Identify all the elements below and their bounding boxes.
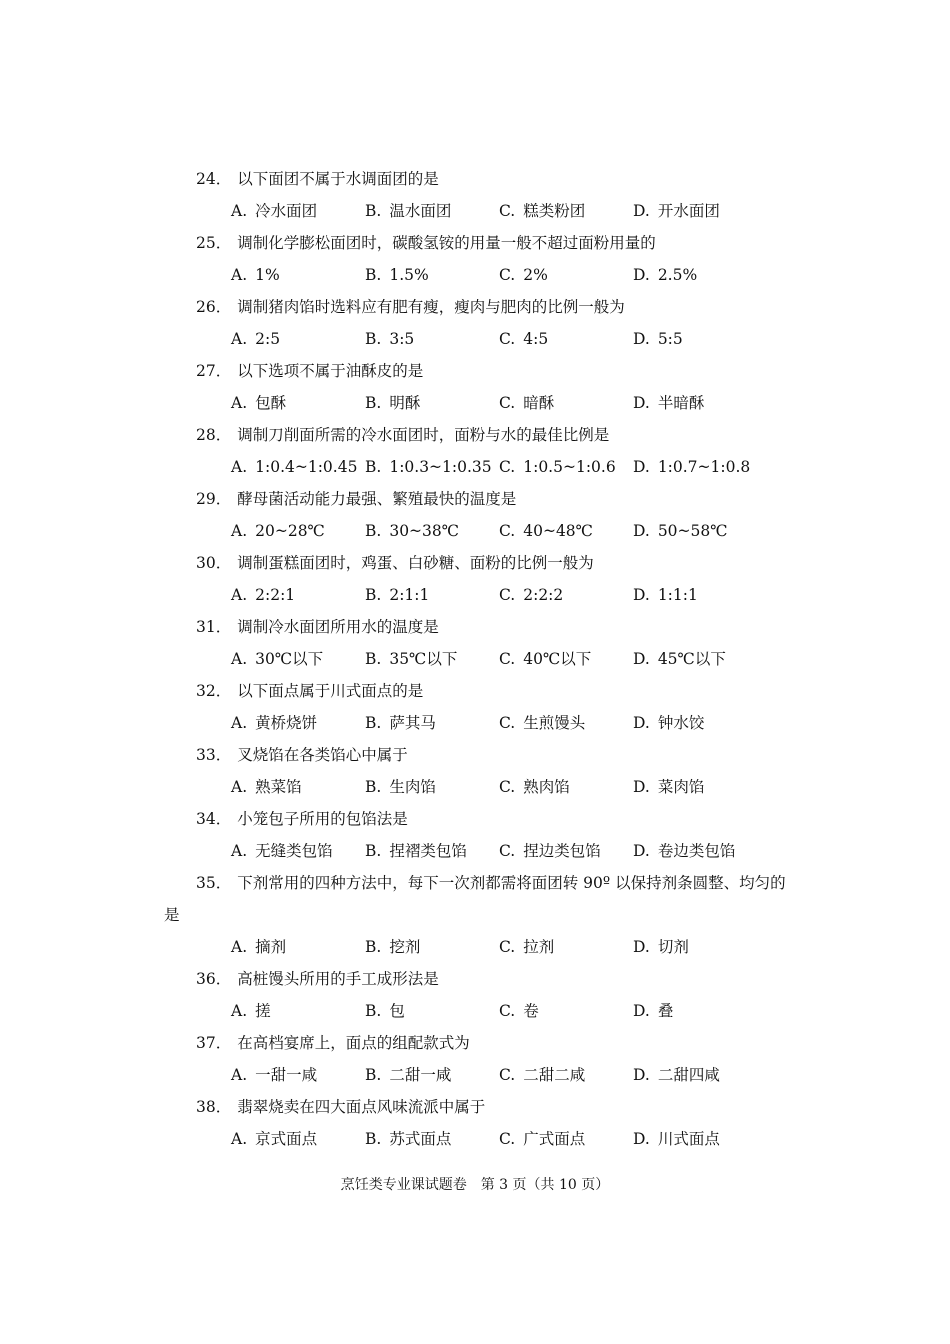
option-text: 捏褶类包馅 [389, 842, 467, 860]
question-item [0, 483, 950, 547]
option-letter: D. [633, 266, 650, 284]
option-text: 捏边类包馅 [523, 842, 601, 860]
answer-option [499, 707, 585, 739]
question-item [0, 355, 950, 419]
question-stem [0, 419, 950, 451]
answer-option [499, 451, 616, 483]
option-text: 叠 [657, 1002, 674, 1020]
option-letter: C. [499, 714, 516, 732]
option-text: 冷水面团 [255, 202, 318, 220]
question-number: 25． [196, 234, 232, 252]
option-text: 40~48℃ [523, 522, 594, 540]
answer-option [231, 1059, 317, 1091]
question-item [0, 803, 950, 867]
option-letter: A. [231, 842, 248, 860]
question-item [0, 227, 950, 291]
question-stem [0, 291, 950, 323]
option-letter: C. [499, 394, 516, 412]
option-text: 黄桥烧饼 [255, 714, 318, 732]
option-letter: C. [499, 266, 516, 284]
question-number: 24． [196, 170, 232, 188]
option-text: 30℃以下 [255, 650, 324, 668]
question-stem [0, 963, 950, 995]
option-text: 熟菜馅 [255, 778, 302, 796]
option-text: 1.5% [389, 266, 429, 284]
option-text: 搓 [255, 1002, 271, 1020]
option-text: 卷边类包馅 [657, 842, 736, 860]
option-text: 2:1:1 [389, 586, 430, 604]
option-text: 二甜二咸 [523, 1066, 586, 1084]
option-text: 二甜一咸 [389, 1066, 452, 1084]
answer-options [0, 995, 950, 1027]
option-text: 40℃以下 [523, 650, 592, 668]
option-text: 1:0.4~1:0.45 [255, 458, 358, 476]
answer-option [499, 771, 570, 803]
option-text: 菜肉馅 [657, 778, 705, 796]
option-letter: C. [499, 1130, 516, 1148]
question-item [0, 291, 950, 355]
answer-option [365, 195, 451, 227]
option-text: 2.5% [657, 266, 698, 284]
answer-option [633, 931, 689, 963]
option-letter: B. [365, 266, 382, 284]
option-text: 50~58℃ [657, 522, 728, 540]
option-letter: A. [231, 522, 248, 540]
option-letter: D. [633, 202, 650, 220]
option-text: 包 [389, 1002, 405, 1020]
question-number: 33． [196, 746, 232, 764]
option-letter: A. [231, 202, 248, 220]
question-number: 26． [196, 298, 232, 316]
option-text: 糕类粉团 [523, 202, 586, 220]
question-number: 37． [196, 1034, 232, 1052]
answer-option [633, 195, 720, 227]
question-stem [0, 611, 950, 643]
option-letter: B. [365, 202, 382, 220]
option-text: 二甜四咸 [657, 1066, 720, 1084]
answer-options [0, 707, 950, 739]
answer-option [365, 451, 492, 483]
option-text: 30~38℃ [389, 522, 460, 540]
answer-option [633, 1123, 720, 1155]
option-letter: A. [231, 586, 248, 604]
answer-option [499, 259, 548, 291]
question-number: 35． [196, 874, 232, 892]
question-item [0, 1027, 950, 1091]
option-text: 2:2:2 [523, 586, 564, 604]
answer-option [633, 451, 750, 483]
option-text: 一甜一咸 [255, 1066, 318, 1084]
answer-option [365, 995, 405, 1027]
option-letter: C. [499, 202, 516, 220]
answer-option [231, 707, 317, 739]
answer-option [231, 387, 286, 419]
option-letter: A. [231, 394, 248, 412]
question-number: 30． [196, 554, 232, 572]
answer-option [365, 931, 420, 963]
question-text: 下剂常用的四种方法中，每下一次剂都需将面团转 90º 以保持剂条圆整、均匀的是 [164, 874, 786, 924]
question-number: 31． [196, 618, 232, 636]
answer-options [0, 259, 950, 291]
option-text: 熟肉馅 [523, 778, 570, 796]
answer-option [499, 931, 554, 963]
answer-option [365, 387, 420, 419]
option-letter: B. [365, 842, 382, 860]
option-letter: D. [633, 778, 650, 796]
question-stem [0, 1091, 950, 1123]
answer-option [633, 387, 704, 419]
option-letter: B. [365, 778, 382, 796]
answer-options [0, 835, 950, 867]
option-letter: D. [633, 330, 650, 348]
option-letter: A. [231, 458, 248, 476]
option-letter: C. [499, 1066, 516, 1084]
answer-option [365, 323, 414, 355]
answer-option [365, 1059, 451, 1091]
answer-option [365, 515, 459, 547]
option-text: 温水面团 [389, 202, 452, 220]
answer-option [231, 643, 323, 675]
question-item [0, 547, 950, 611]
answer-option [231, 259, 280, 291]
option-letter: A. [231, 714, 248, 732]
option-text: 包酥 [255, 394, 287, 412]
option-letter: D. [633, 522, 650, 540]
question-stem [0, 355, 950, 387]
question-stem [0, 227, 950, 259]
option-letter: A. [231, 266, 248, 284]
answer-option [633, 259, 697, 291]
option-letter: B. [365, 650, 382, 668]
option-letter: C. [499, 650, 516, 668]
question-stem [0, 739, 950, 771]
option-letter: A. [231, 1130, 248, 1148]
question-item [0, 963, 950, 1027]
answer-option [365, 579, 429, 611]
option-letter: C. [499, 1002, 516, 1020]
answer-option [231, 195, 317, 227]
option-letter: D. [633, 938, 650, 956]
answer-option [231, 323, 280, 355]
option-letter: D. [633, 714, 650, 732]
option-text: 20~28℃ [255, 522, 325, 540]
answer-option [231, 835, 333, 867]
option-letter: D. [633, 1066, 650, 1084]
question-text: 调制化学膨松面团时，碳酸氢铵的用量一般不超过面粉用量的 [237, 234, 656, 252]
option-text: 生煎馒头 [523, 714, 586, 732]
option-text: 35℃以下 [389, 650, 458, 668]
question-text: 调制猪肉馅时选料应有肥有瘦，瘦肉与肥肉的比例一般为 [237, 298, 625, 316]
answer-option [499, 643, 591, 675]
option-letter: A. [231, 1066, 248, 1084]
option-letter: C. [499, 458, 516, 476]
question-stem [0, 163, 950, 195]
answer-option [365, 1123, 451, 1155]
option-text: 1% [255, 266, 280, 284]
option-text: 半暗酥 [657, 394, 705, 412]
exam-page-body [0, 163, 950, 1155]
option-letter: A. [231, 1002, 248, 1020]
option-letter: A. [231, 650, 248, 668]
question-stem [0, 1027, 950, 1059]
option-letter: C. [499, 522, 516, 540]
answer-options [0, 387, 950, 419]
question-text: 在高档宴席上，面点的组配款式为 [237, 1034, 470, 1052]
answer-option [231, 995, 271, 1027]
answer-option [231, 579, 295, 611]
question-text: 叉烧馅在各类馅心中属于 [237, 746, 408, 764]
question-text: 酵母菌活动能力最强、繁殖最快的温度是 [237, 490, 517, 508]
option-letter: C. [499, 330, 516, 348]
option-text: 广式面点 [523, 1130, 586, 1148]
page-footer: 烹饪类专业课试题卷 第 3 页（共 10 页） [340, 1177, 610, 1193]
answer-option [633, 515, 728, 547]
question-stem [0, 675, 950, 707]
option-text: 明酥 [389, 394, 421, 412]
option-text: 1:0.3~1:0.35 [389, 458, 492, 476]
question-number: 36． [196, 970, 232, 988]
answer-options [0, 195, 950, 227]
option-letter: D. [633, 394, 650, 412]
answer-option [365, 771, 436, 803]
question-number: 27． [196, 362, 232, 380]
question-item [0, 675, 950, 739]
question-number: 32． [196, 682, 232, 700]
option-letter: A. [231, 330, 248, 348]
answer-option [365, 259, 429, 291]
answer-option [365, 643, 457, 675]
option-text: 萨其马 [389, 714, 436, 732]
question-text: 以下选项不属于油酥皮的是 [237, 362, 424, 380]
option-text: 无缝类包馅 [255, 842, 333, 860]
option-text: 2:5 [255, 330, 281, 348]
question-text: 调制冷水面团所用水的温度是 [237, 618, 439, 636]
option-letter: C. [499, 842, 516, 860]
option-text: 川式面点 [657, 1130, 720, 1148]
answer-options [0, 643, 950, 675]
question-item [0, 1091, 950, 1155]
answer-option [499, 195, 585, 227]
option-text: 生肉馅 [389, 778, 436, 796]
option-text: 挖剂 [389, 938, 421, 956]
answer-option [231, 931, 286, 963]
option-letter: D. [633, 458, 650, 476]
option-letter: A. [231, 938, 248, 956]
option-text: 3:5 [389, 330, 415, 348]
answer-option [365, 835, 467, 867]
answer-option [633, 323, 683, 355]
question-stem [0, 867, 950, 931]
question-number: 34． [196, 810, 232, 828]
question-item [0, 419, 950, 483]
answer-option [499, 387, 554, 419]
question-stem [0, 483, 950, 515]
question-text: 翡翠烧卖在四大面点风味流派中属于 [237, 1098, 486, 1116]
answer-option [365, 707, 436, 739]
option-text: 45℃以下 [657, 650, 726, 668]
option-text: 5:5 [657, 330, 683, 348]
option-text: 2:2:1 [255, 586, 296, 604]
option-letter: B. [365, 586, 382, 604]
question-item [0, 163, 950, 227]
answer-option [499, 1123, 585, 1155]
option-text: 开水面团 [657, 202, 720, 220]
question-text: 调制刀削面所需的冷水面团时，面粉与水的最佳比例是 [237, 426, 610, 444]
option-letter: B. [365, 938, 382, 956]
answer-option [499, 579, 563, 611]
question-text: 以下面团不属于水调面团的是 [237, 170, 439, 188]
answer-options [0, 1123, 950, 1155]
option-letter: B. [365, 1130, 382, 1148]
answer-option [633, 643, 726, 675]
answer-option [633, 771, 704, 803]
option-letter: A. [231, 778, 248, 796]
option-letter: D. [633, 650, 650, 668]
option-text: 4:5 [523, 330, 549, 348]
answer-option [231, 1123, 317, 1155]
question-stem [0, 547, 950, 579]
option-text: 暗酥 [523, 394, 555, 412]
option-text: 1:1:1 [657, 586, 698, 604]
answer-option [633, 707, 704, 739]
question-number: 38． [196, 1098, 232, 1116]
option-text: 卷 [523, 1002, 539, 1020]
option-letter: D. [633, 586, 650, 604]
option-text: 钟水饺 [657, 714, 705, 732]
question-text: 小笼包子所用的包馅法是 [237, 810, 408, 828]
option-letter: C. [499, 586, 516, 604]
option-letter: B. [365, 1002, 382, 1020]
option-letter: B. [365, 522, 382, 540]
option-text: 苏式面点 [389, 1130, 452, 1148]
answer-option [633, 995, 673, 1027]
question-text: 以下面点属于川式面点的是 [237, 682, 424, 700]
answer-option [499, 1059, 585, 1091]
question-item [0, 739, 950, 803]
option-letter: B. [365, 714, 382, 732]
answer-options [0, 931, 950, 963]
question-number: 29． [196, 490, 232, 508]
option-letter: B. [365, 330, 382, 348]
option-text: 2% [523, 266, 548, 284]
option-letter: B. [365, 458, 382, 476]
answer-option [633, 1059, 720, 1091]
option-letter: D. [633, 1130, 650, 1148]
question-item [0, 867, 950, 963]
option-letter: C. [499, 778, 516, 796]
answer-option [633, 835, 735, 867]
question-item [0, 611, 950, 675]
answer-option [499, 995, 539, 1027]
answer-options [0, 323, 950, 355]
option-letter: D. [633, 842, 650, 860]
option-text: 1:0.5~1:0.6 [523, 458, 616, 476]
question-text: 调制蛋糕面团时，鸡蛋、白砂糖、面粉的比例一般为 [237, 554, 594, 572]
answer-option [633, 579, 698, 611]
answer-options [0, 579, 950, 611]
question-number: 28． [196, 426, 232, 444]
answer-option [231, 451, 357, 483]
answer-option [231, 515, 325, 547]
option-letter: D. [633, 1002, 650, 1020]
answer-option [499, 835, 601, 867]
option-letter: B. [365, 394, 382, 412]
answer-options [0, 515, 950, 547]
option-text: 切剂 [657, 938, 689, 956]
question-text: 高桩馒头所用的手工成形法是 [237, 970, 439, 988]
question-stem [0, 803, 950, 835]
answer-options [0, 1059, 950, 1091]
answer-option [499, 515, 593, 547]
option-letter: B. [365, 1066, 382, 1084]
option-text: 1:0.7~1:0.8 [657, 458, 751, 476]
answer-options [0, 451, 950, 483]
answer-option [231, 771, 302, 803]
option-text: 摘剂 [255, 938, 287, 956]
answer-options [0, 771, 950, 803]
option-text: 京式面点 [255, 1130, 318, 1148]
option-letter: C. [499, 938, 516, 956]
answer-option [499, 323, 548, 355]
option-text: 拉剂 [523, 938, 555, 956]
